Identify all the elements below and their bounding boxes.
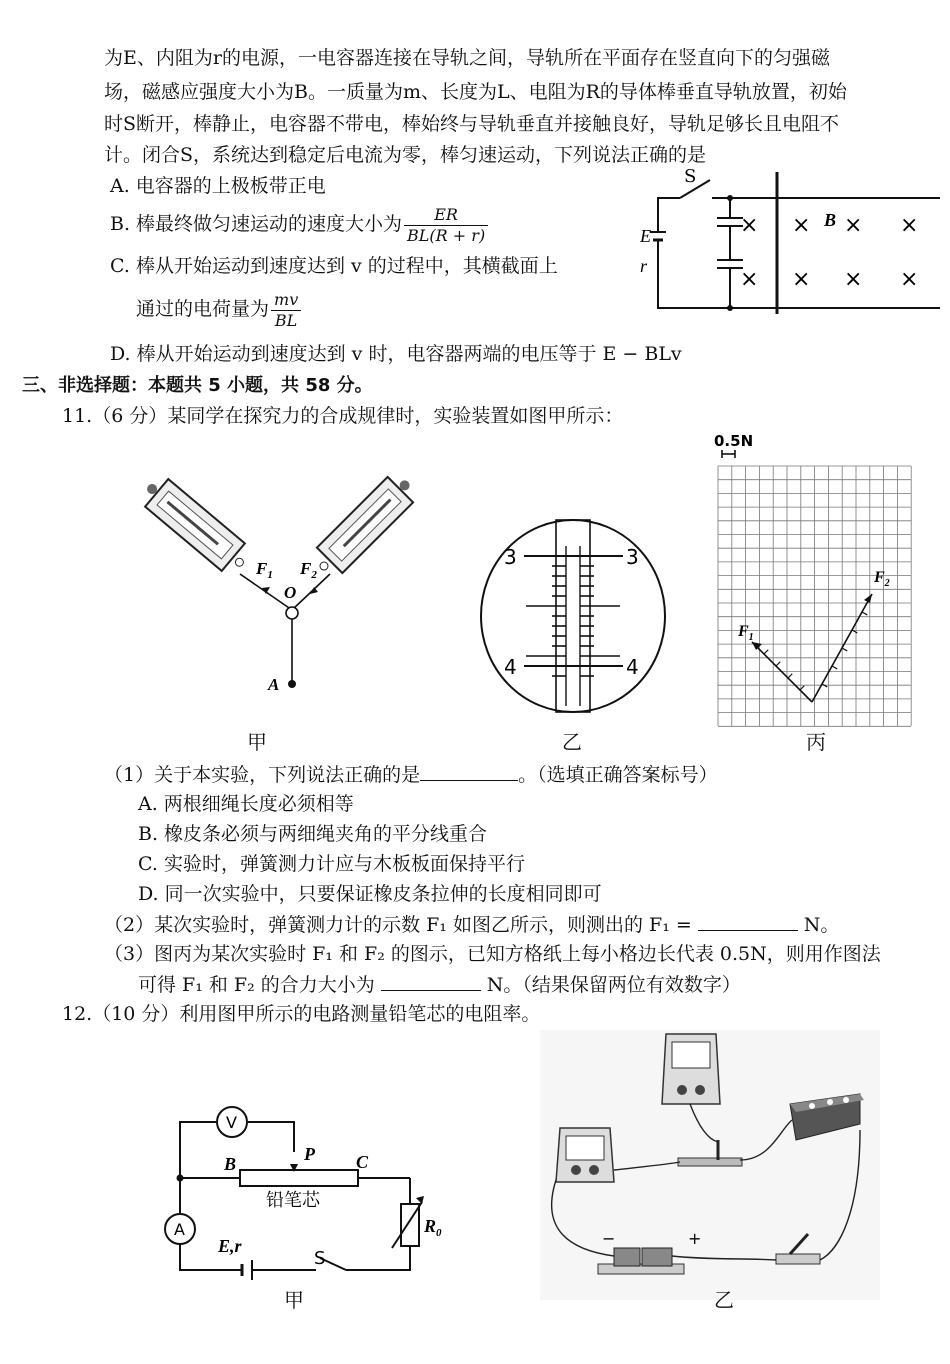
source-label: E,r <box>218 1236 242 1256</box>
point-c-label: C <box>356 1152 369 1172</box>
q11-stem: 11.（6 分）某同学在探究力的合成规律时，实验装置如图甲所示： <box>62 405 624 427</box>
emf-label: E <box>640 226 651 246</box>
q11-part-1-suffix: 。（选填正确答案标号） <box>518 764 718 786</box>
spring-scale-right <box>308 470 420 582</box>
field-cross-mark: × <box>740 213 759 238</box>
q11-option-d: D. 同一次实验中，只要保证橡皮条拉伸的长度相同即可 <box>138 883 602 905</box>
field-cross-mark: × <box>900 213 919 238</box>
q10-option-c-line1: C. 棒从开始运动到速度达到 v 的过程中，其横截面上 <box>110 255 558 277</box>
minus-terminal-label: − <box>602 1229 616 1248</box>
anchor-point <box>288 680 296 688</box>
answer-blank[interactable] <box>381 972 481 991</box>
q11-part-1-text: （1）关于本实验，下列说法正确的是 <box>104 764 421 786</box>
answer-blank[interactable] <box>420 762 518 781</box>
q11-part-2-text: （2）某次实验时，弹簧测力计的示数 F₁ 如图乙所示，则测出的 F₁ = <box>104 914 692 936</box>
resistance-label: r <box>640 256 648 276</box>
pencil-lead-label: 铅笔芯 <box>266 1190 320 1211</box>
q11-fig-bing <box>712 430 922 730</box>
field-cross-mark: × <box>844 213 863 238</box>
junction-dot <box>177 1175 184 1182</box>
force-scale-tick <box>862 612 867 615</box>
q11-option-c: C. 实验时，弹簧测力计应与木板板面保持平行 <box>138 853 525 875</box>
ammeter-device <box>556 1128 614 1182</box>
force-scale-tick <box>776 662 780 666</box>
q11-part-2 <box>104 912 839 937</box>
q10-option-c-text: 通过的电荷量为 <box>136 298 270 320</box>
field-cross-mark: × <box>792 213 811 238</box>
scale-label-3-right: 3 <box>626 545 639 569</box>
q11-part-3-line1: （3）图丙为某次实验时 F₁ 和 F₂ 的图示，已知方格纸上每小格边长代表 0.5N，则用作图法 <box>104 943 881 965</box>
rheostat-label: $R_0$ <box>424 1216 442 1239</box>
switch-label: S <box>314 1248 326 1269</box>
fig-caption-yi-setup: 乙 <box>714 1288 734 1312</box>
q11-option-a: A. 两根细绳长度必须相等 <box>138 793 354 815</box>
voltmeter-device <box>662 1034 720 1104</box>
q11-part-3-line2 <box>138 972 741 997</box>
q10-option-b-fraction <box>404 205 488 246</box>
q12-setup-yi <box>540 1030 880 1300</box>
q10-line-3: 时S断开，棒静止，电容器不带电，棒始终与导轨垂直并接触良好，导轨足够长且电阻不 <box>104 113 840 135</box>
fraction-denominator: BL(R + r) <box>407 225 486 245</box>
voltmeter-label: V <box>226 1113 237 1132</box>
scale-label-4-right: 4 <box>626 655 639 679</box>
q11-option-b: B. 橡皮条必须与两细绳夹角的平分线重合 <box>138 823 488 845</box>
q10-option-b-text: B. 棒最终做匀速运动的速度大小为 <box>110 213 403 235</box>
fig-caption-jia: 甲 <box>247 730 267 754</box>
q10-option-c-line2 <box>136 288 301 331</box>
q11-fig-jia <box>140 470 420 750</box>
spring-scale-left <box>140 472 254 579</box>
force-scale-tick <box>832 666 837 669</box>
q10-option-b <box>110 204 488 246</box>
q10-line-4: 计。闭合S，系统达到稳定后电流为零，棒匀速运动，下列说法正确的是 <box>104 144 707 166</box>
field-cross-mark: × <box>844 267 863 292</box>
force-f2-label: $F_2$ <box>300 559 317 581</box>
plus-terminal-label: + <box>688 1229 702 1248</box>
section-heading: 三、非选择题：本题共 5 小题，共 58 分。 <box>22 375 373 396</box>
fig-caption-bing: 丙 <box>806 730 826 754</box>
fraction-denominator: BL <box>274 310 298 330</box>
q11-part-1 <box>104 762 718 787</box>
q10-option-a: A. 电容器的上极板带正电 <box>110 175 326 197</box>
scale-label-4-left: 4 <box>504 655 517 679</box>
q12-circuit-jia <box>160 1100 460 1300</box>
fraction-numerator: ER <box>404 205 488 226</box>
q11-part-3-text: 可得 F₁ 和 F₂ 的合力大小为 <box>138 974 375 996</box>
scale-label-3-left: 3 <box>504 545 517 569</box>
point-o-label: O <box>284 583 297 602</box>
fraction-numerator: mv <box>271 290 301 311</box>
answer-blank[interactable] <box>698 912 798 931</box>
point-b-label: B <box>224 1154 237 1174</box>
q10-option-c-fraction <box>271 290 301 331</box>
field-cross-mark: × <box>900 267 919 292</box>
field-cross-mark: × <box>792 267 811 292</box>
point-a-label: A <box>268 675 280 694</box>
q11-fig-yi <box>478 516 668 720</box>
force-scale-tick <box>764 650 768 654</box>
force-f1-label: $F_1$ <box>256 559 273 581</box>
force-f2-label: $F_2$ <box>874 569 890 589</box>
scale-label: 0.5N <box>714 432 754 450</box>
knot-o <box>286 607 298 619</box>
q12-stem: 12.（10 分）利用图甲所示的电路测量铅笔芯的电阻率。 <box>62 1003 541 1025</box>
q10-circuit-figure <box>640 168 940 318</box>
fig-caption-jia-circuit: 甲 <box>284 1288 304 1312</box>
switch-label: S <box>684 168 697 187</box>
fig-caption-yi: 乙 <box>562 730 582 754</box>
pencil-lead <box>240 1170 358 1186</box>
q10-line-1: 为E、内阻为r的电源，一电容器连接在导轨之间，导轨所在平面存在竖直向下的匀强磁 <box>104 47 830 69</box>
ammeter-label: A <box>174 1220 185 1239</box>
q11-part-3-suffix: N。（结果保留两位有效数字） <box>486 974 741 996</box>
junction-dot <box>727 305 733 311</box>
force-scale-tick <box>788 674 792 678</box>
point-p-label: P <box>304 1144 315 1164</box>
q11-part-2-suffix: N。 <box>803 914 840 936</box>
force-f1-label: $F_1$ <box>738 623 754 643</box>
q10-line-2: 场，磁感应强度大小为B。一质量为m、长度为L、电阻为R的导体棒垂直导轨放置，初始 <box>104 81 847 103</box>
force-scale-tick <box>842 648 847 651</box>
field-label: B <box>824 210 837 230</box>
field-cross-mark: × <box>740 267 759 292</box>
junction-dot <box>727 195 733 201</box>
q10-option-d: D. 棒从开始运动到速度达到 v 时，电容器两端的电压等于 E − BLv <box>110 343 682 365</box>
